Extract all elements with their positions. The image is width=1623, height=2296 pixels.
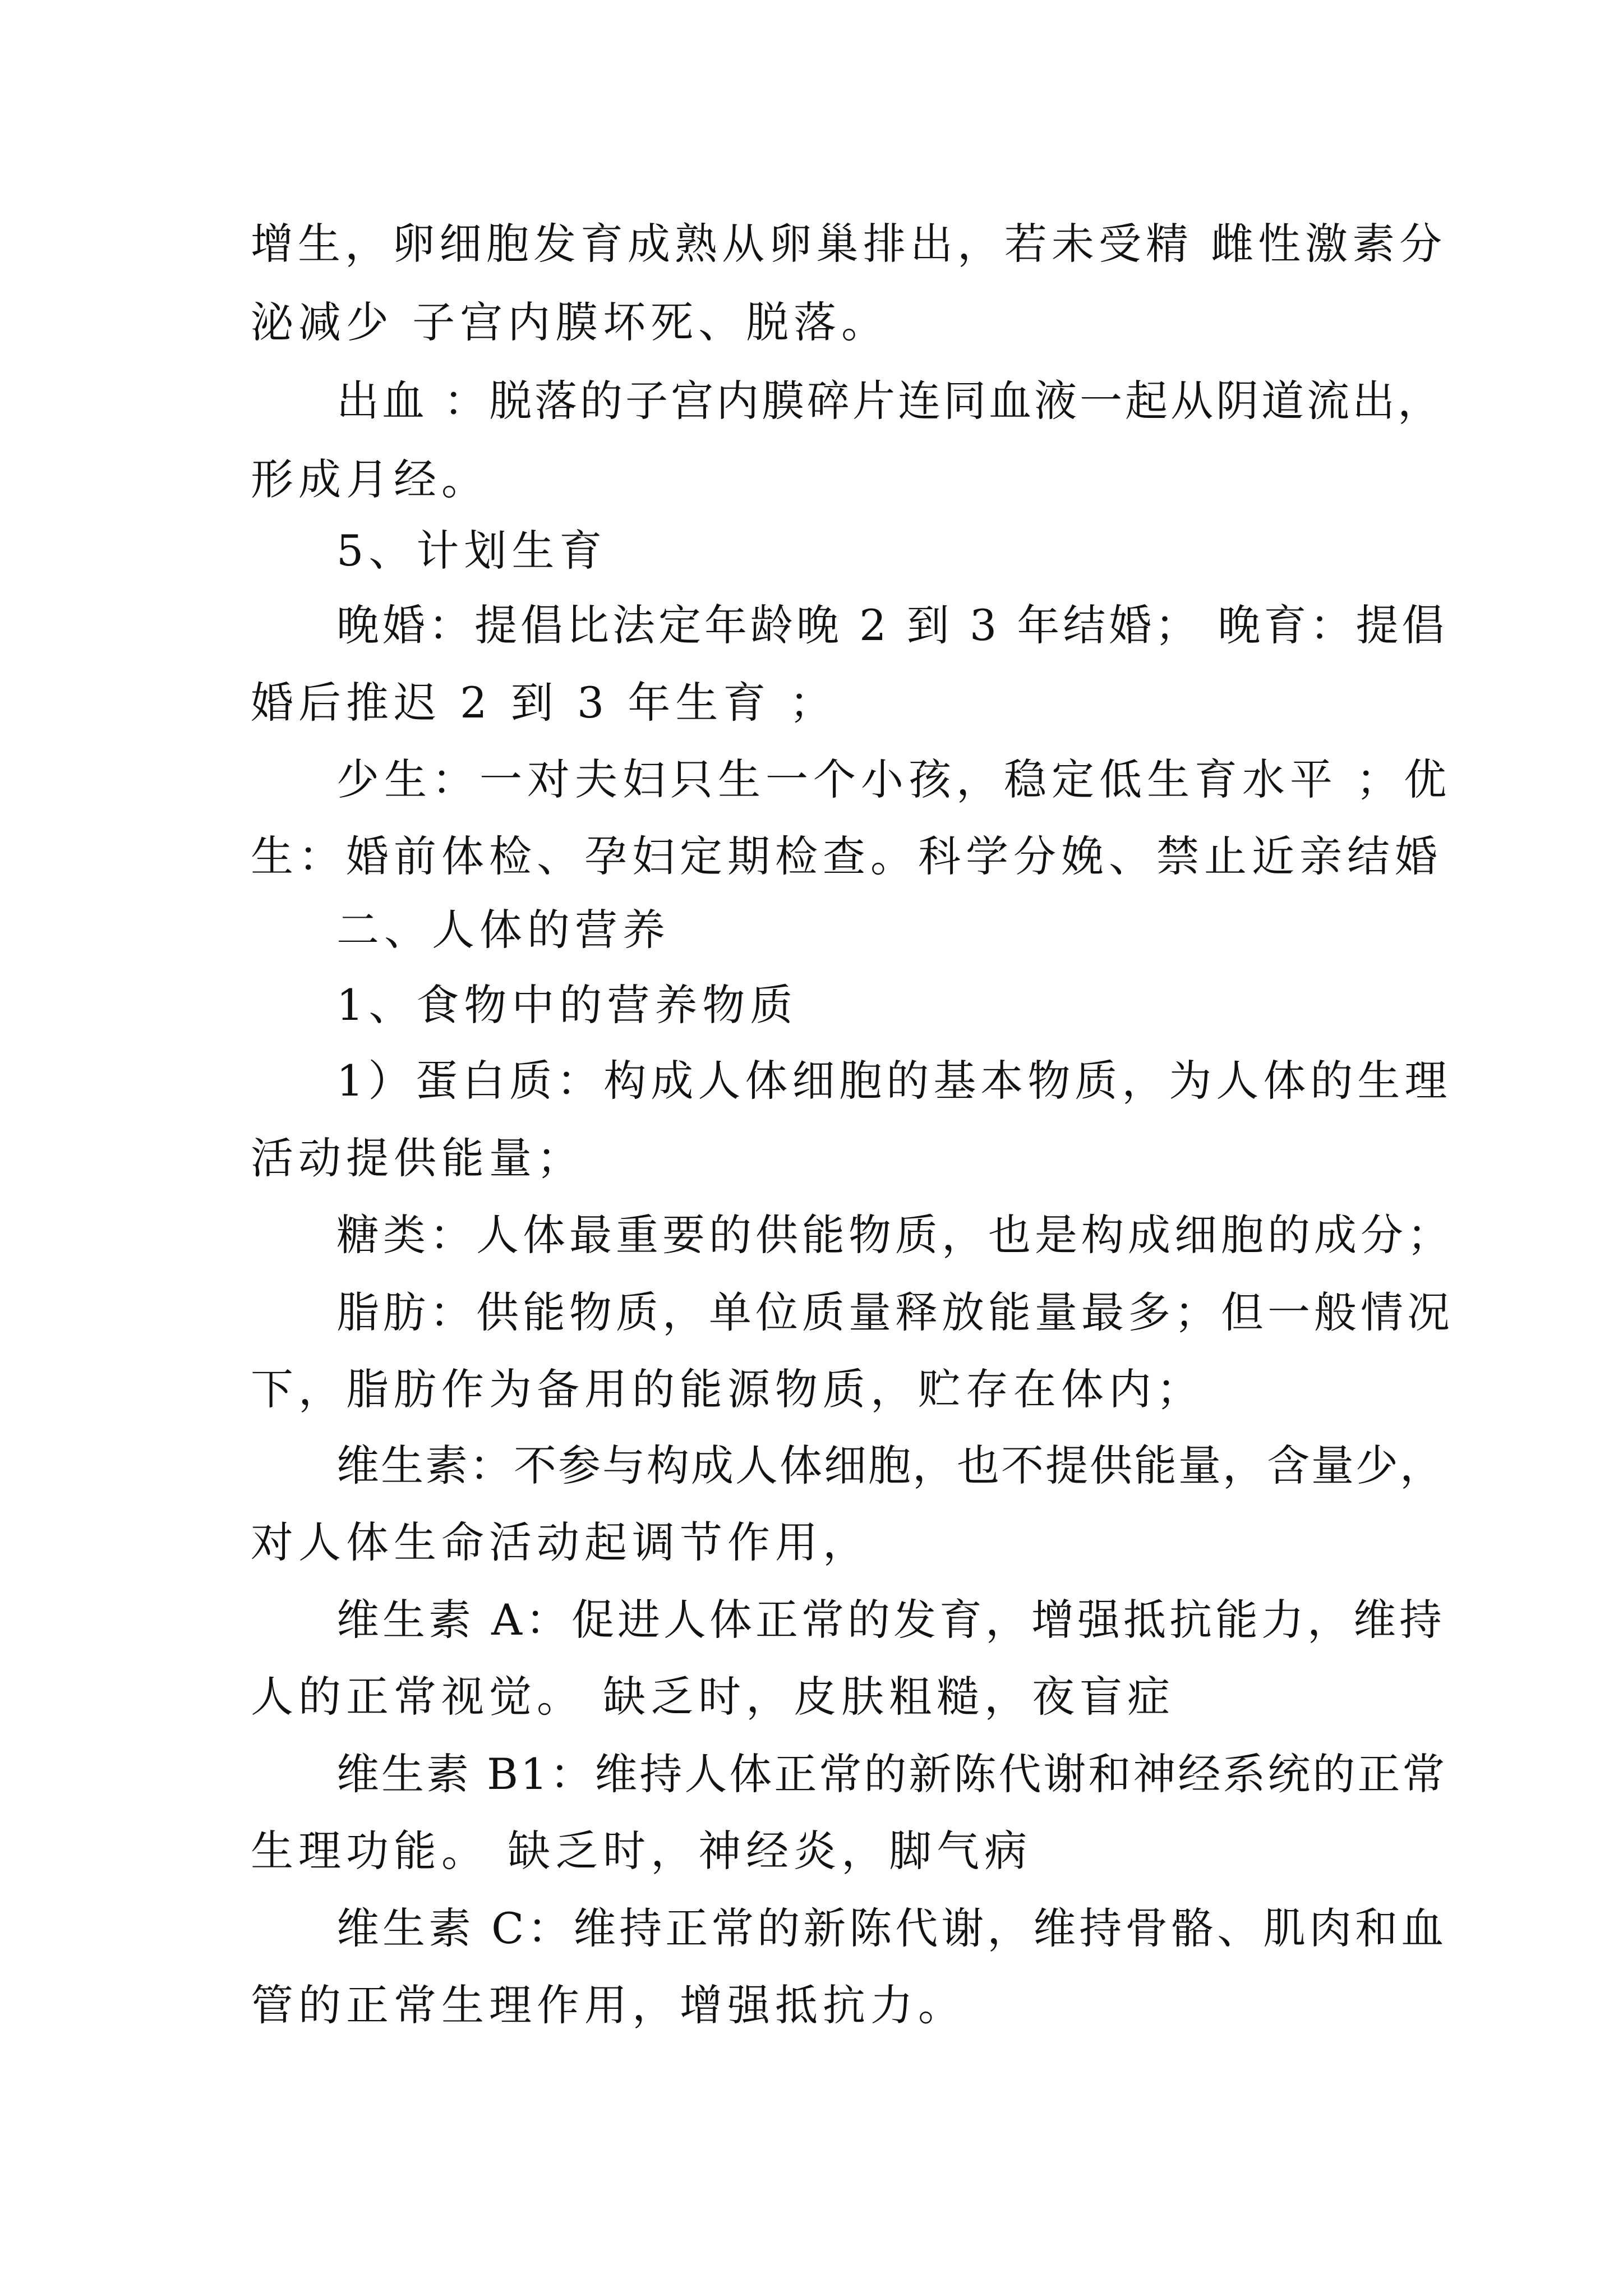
text-line: 人的正常视觉。 缺乏时，皮肤粗糙，夜盲症 bbox=[251, 1672, 1175, 1722]
text-line: 生：婚前体检、孕妇定期检查。科学分娩、禁止近亲结婚 bbox=[251, 831, 1442, 881]
text-line: 维生素 C：维持正常的新陈代谢，维持骨骼、肌肉和血 bbox=[336, 1903, 1447, 1953]
text-line: 对人体生命活动起调节作用， bbox=[251, 1517, 870, 1567]
text-line: 脂肪：供能物质，单位质量释放能量最多；但一般情况 bbox=[336, 1287, 1454, 1337]
text-line: 出血 ：脱落的子宫内膜碎片连同血液一起从阴道流出， bbox=[336, 376, 1444, 426]
text-line: 维生素 B1：维持人体正常的新陈代谢和神经系统的正常 bbox=[336, 1749, 1447, 1799]
text-line: 婚后推迟 2 到 3 年生育 ； bbox=[251, 678, 837, 728]
text-line: 泌减少 子宫内膜坏死、脱落。 bbox=[251, 297, 889, 347]
text-line: 生理功能。 缺乏时，神经炎，脚气病 bbox=[251, 1826, 1032, 1876]
text-line: 活动提供能量； bbox=[251, 1133, 584, 1183]
text-line: 形成月经。 bbox=[251, 454, 489, 504]
text-line: 下，脂肪作为备用的能源物质，贮存在体内； bbox=[251, 1364, 1204, 1414]
section-heading: 1、食物中的营养物质 bbox=[336, 980, 798, 1030]
text-line: 晚婚：提倡比法定年龄晚 2 到 3 年结婚； 晚育：提倡 bbox=[336, 600, 1448, 650]
text-line: 1）蛋白质：构成人体细胞的基本物质，为人体的生理 bbox=[336, 1056, 1452, 1106]
text-line: 增生，卵细胞发育成熟从卵巢排出，若未受精 雌性激素分 bbox=[251, 219, 1447, 269]
text-line: 糖类：人体最重要的供能物质，也是构成细胞的成分； bbox=[336, 1210, 1454, 1260]
section-heading: 二、人体的营养 bbox=[336, 905, 670, 955]
text-line: 管的正常生理作用，增强抵抗力。 bbox=[251, 1980, 966, 2030]
text-line: 维生素：不参与构成人体细胞，也不提供能量，含量少， bbox=[336, 1441, 1444, 1490]
text-line: 维生素 A：促进人体正常的发育，增强抵抗能力，维持 bbox=[336, 1595, 1446, 1645]
section-heading: 5、计划生育 bbox=[336, 526, 607, 576]
text-line: 少生：一对夫妇只生一个小孩，稳定低生育水平 ；优 bbox=[336, 754, 1452, 804]
